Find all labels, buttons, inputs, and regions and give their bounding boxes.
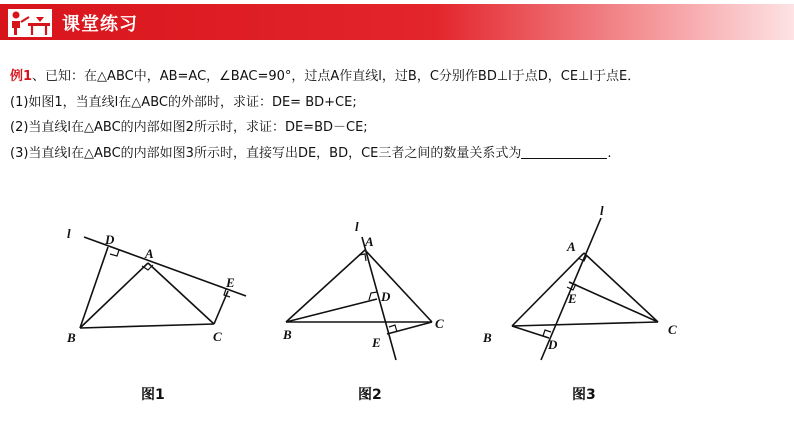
fig1-segment-bd	[80, 247, 108, 328]
figure-1-caption: 图1	[141, 387, 165, 403]
fig2-label-d: D	[381, 289, 391, 304]
fig3-label-c: C	[668, 322, 677, 337]
problem-line-4: (3)当直线l在△ABC的内部如图3所示时，直接写出DE，BD，CE三者之间的数量关系式为 .	[10, 145, 612, 161]
fig1-side-bc	[80, 324, 214, 328]
fig1-right-angle-d	[110, 250, 119, 256]
fig3-right-angle-d	[543, 330, 551, 336]
fig3-label-d: D	[548, 337, 558, 352]
fig3-segment-ce	[569, 282, 658, 322]
fig2-label-l: l	[355, 219, 359, 234]
fig1-label-b: B	[67, 330, 76, 345]
figure-1	[80, 237, 246, 328]
fig3-label-l: l	[600, 203, 604, 218]
fig3-label-a: A	[567, 239, 576, 254]
fig1-label-a: A	[145, 246, 154, 261]
fig2-label-e: E	[372, 335, 381, 350]
figure-2-caption: 图2	[358, 387, 382, 403]
fig3-side-bc	[512, 322, 658, 326]
fig3-label-b: B	[483, 330, 492, 345]
figure-2	[286, 237, 432, 360]
fig2-label-a: A	[365, 234, 374, 249]
fig3-label-e: E	[568, 291, 577, 306]
problem-line-1: 例1、已知：在△ABC中，AB=AC，∠BAC=90°，过点A作直线l，过B，C分别作BD⊥l于点D，CE⊥l于点E．	[10, 69, 641, 84]
example-label: 例1	[10, 69, 33, 84]
figure-3-caption: 图3	[572, 387, 596, 403]
fig2-label-b: B	[283, 327, 292, 342]
fig3-segment-bd	[512, 326, 549, 338]
fig1-side-ab	[80, 263, 148, 328]
fig2-right-angle-a	[359, 254, 366, 261]
fig1-label-c: C	[213, 329, 222, 344]
fig2-segment-ce	[387, 322, 432, 334]
fig1-label-d: D	[105, 232, 115, 247]
problem-line-3: (2)当直线l在△ABC的内部如图2所示时，求证：DE=BD－CE;	[10, 120, 368, 135]
page-title: 课堂练习	[62, 14, 138, 35]
fig2-label-c: C	[435, 316, 444, 331]
figure-3	[512, 218, 658, 360]
fig1-label-e: E	[226, 275, 235, 290]
problem-line-2: (1)如图1，当直线l在△ABC的外部时，求证：DE= BD+CE;	[10, 94, 357, 110]
fig1-label-l: l	[67, 226, 71, 241]
fig3-side-ac	[584, 253, 658, 322]
